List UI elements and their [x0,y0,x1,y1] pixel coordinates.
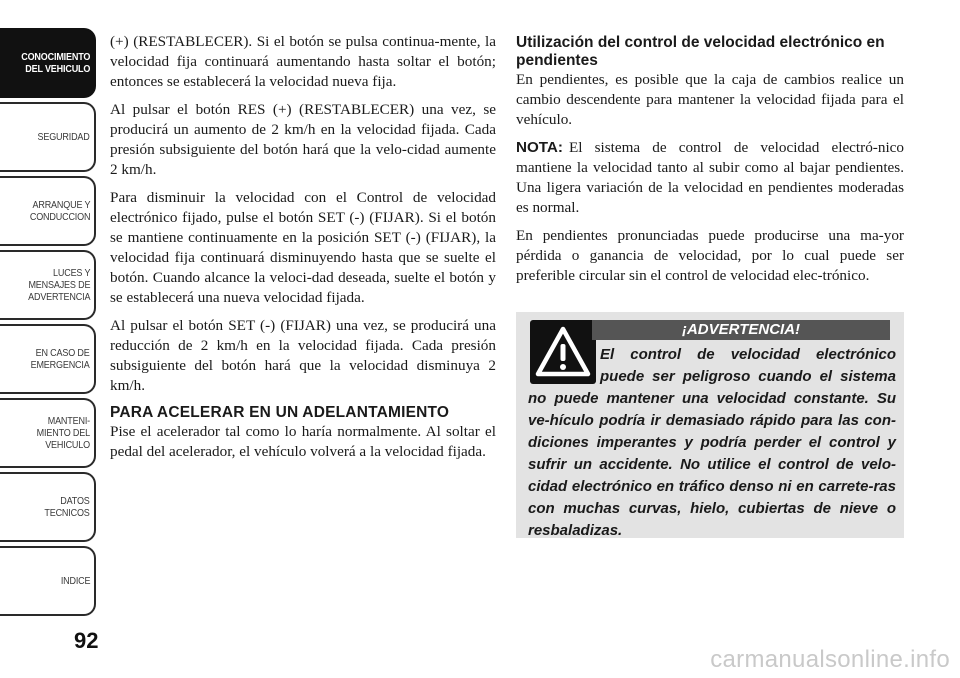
tab-label: CONOCIMIENTO DEL VEHICULO [20,51,90,75]
warning-title: ¡ADVERTENCIA! [592,320,890,340]
note-label: NOTA: [516,139,563,156]
paragraph: (+) (RESTABLECER). Si el botón se pulsa continua-mente, la velocidad fija continuará aumentando hasta soltar el botón; entonces se establecerá la velocidad nueva fija. [110,33,496,90]
note-text: El sistema de control de velocidad electró-nico mantiene la velocidad tanto al subir como al bajar pendientes. Una ligera variación de la velocidad en pendientes moderadas es normal. [516,139,904,216]
watermark: carmanualsonline.info [710,646,950,673]
paragraph: Al pulsar el botón RES (+) (RESTABLECER) una vez, se producirá un aumento de 2 km/h en la velocidad fijada. Cada presión subsiguiente del botón hará que la velo-cidad aumente 2 km/h. [110,101,496,178]
paragraph: Al pulsar el botón SET (-) (FIJAR) una vez, se producirá una reducción de 2 km/h en la velocidad fijada. Cada presión subsiguiente del botón hará que la velocidad disminuya 2 km/h. [110,317,496,394]
tab-indice[interactable] [0,546,96,616]
paragraph: Pise el acelerador tal como lo haría normalmente. Al soltar el pedal del acelerador, el vehículo volverá a la velocidad fijada. [110,423,496,460]
tab-en-caso-de-emergencia[interactable] [0,324,96,394]
section-heading: PARA ACELERAR EN UN ADELANTAMIENTO [110,404,450,421]
tab-label: DATOS TECNICOS [44,495,90,519]
tab-seguridad[interactable] [0,102,96,172]
tab-label: MANTENI- MIENTO DEL VEHICULO [36,415,90,451]
paragraph: Para disminuir la velocidad con el Control de velocidad electrónico fijado, pulse el botón SET (-) (FIJAR). Si el botón se mantiene continuamente en la posición SET (-) (FIJAR), la velocidad fija continuará disminuyendo hasta que se suelte el botón. Cuando alcance la veloci-dad deseada, suelte el botón y se establecerá una nueva velocidad fijada. [110,189,496,306]
tab-conocimiento-del-vehiculo[interactable] [0,28,96,98]
left-column [110,32,496,470]
page-number: 92 [74,628,99,653]
warning-text-block [528,344,896,542]
tab-arranque-y-conduccion[interactable] [0,176,96,246]
tab-label: EN CASO DE EMERGENCIA [31,347,90,371]
tab-label: INDICE [60,575,90,587]
tab-label: LUCES Y MENSAJES DE ADVERTENCIA [27,267,90,303]
tab-datos-tecnicos[interactable] [0,472,96,542]
tab-label: ARRANQUE Y CONDUCCION [29,199,90,223]
tab-label: SEGURIDAD [37,131,90,143]
tab-mantenimiento[interactable] [0,398,96,468]
warning-text: El control de velocidad electrónico puede ser peligroso cuando el sistema no puede mantener una velocidad constante. Su ve-hículo podría ir demasiado rápido para las con-diciones imperantes y podría perder el control y sufrir un accidente. No utilice el control de velo-cidad electrónico en tráfico denso ni en carrete-ras con muchas curvas, hielo, cubiertas de nieve o resbaladizas. [528,346,896,539]
note-paragraph [516,138,904,218]
warning-box [516,312,904,538]
right-column [516,32,904,294]
paragraph: En pendientes, es posible que la caja de cambios realice un cambio descendente para mantener la velocidad fijada para el vehículo. [516,71,904,128]
section-heading: Utilización del control de velocidad electrónico en pendientes [516,34,885,69]
tab-luces-y-mensajes[interactable] [0,250,96,320]
paragraph: En pendientes pronunciadas puede producirse una ma-yor pérdida o ganancia de velocidad, por lo cual puede ser preferible circular sin el control de velocidad elec-trónico. [516,227,904,284]
